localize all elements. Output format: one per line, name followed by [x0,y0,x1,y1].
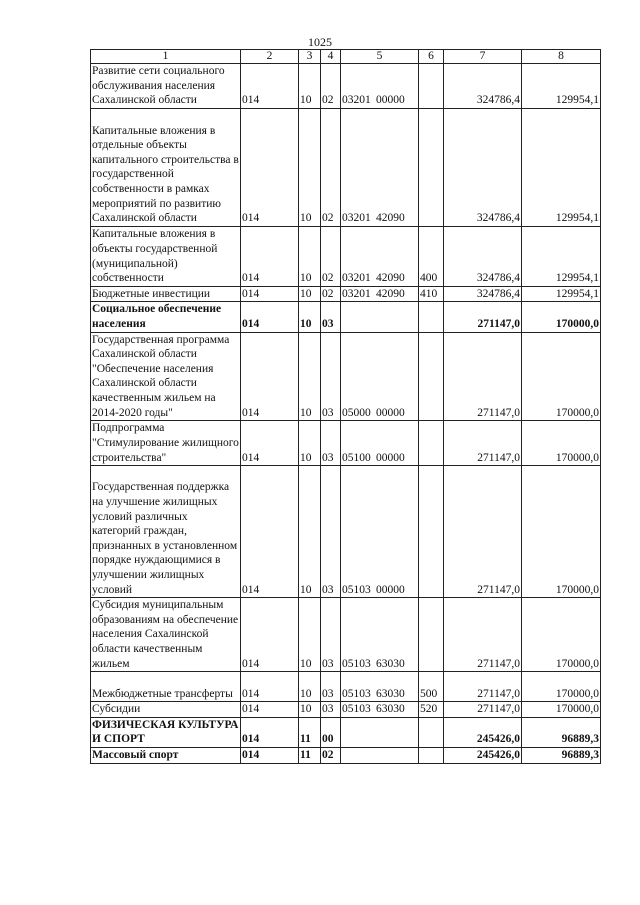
amount-col7: 324786,4 [444,108,522,226]
amount-col7: 271147,0 [444,332,522,421]
amount-col7: 271147,0 [444,466,522,598]
table-row [91,64,601,109]
code-section: 10 [299,466,321,598]
amount-col8: 170000,0 [522,302,601,332]
code-target-article [341,598,419,672]
code-subsection: 03 [321,466,341,598]
code-target-article [341,702,419,718]
code-ministry: 014 [241,108,299,226]
amount-col7: 271147,0 [444,302,522,332]
amount-col7: 271147,0 [444,672,522,702]
code-target-article [341,226,419,286]
target-article-program: 05103 [342,583,371,596]
code-expense-type [419,108,444,226]
row-name: Социальное обеспечение населения [91,302,241,332]
header-row [91,50,601,64]
amount-col7: 245426,0 [444,717,522,747]
code-section: 10 [299,702,321,718]
target-article-program: 03201 [342,212,371,225]
row-name: Капитальные вложения в отдельные объекты капитального строительства в государственной собственности в рамках мероприятий по развитию Сахалинской области [91,108,241,226]
target-article-direction: 00000 [376,451,405,464]
code-subsection: 03 [321,672,341,702]
amount-col7: 324786,4 [444,226,522,286]
target-article-program: 05103 [342,687,371,700]
code-section: 10 [299,421,321,466]
row-name: Массовый спорт [91,747,241,763]
amount-col7: 324786,4 [444,286,522,302]
code-expense-type [419,466,444,598]
code-target-article [341,332,419,421]
code-target-article [341,302,419,332]
column-header: 7 [444,50,522,64]
code-ministry: 014 [241,302,299,332]
code-expense-type [419,64,444,109]
code-subsection: 02 [321,64,341,109]
code-section: 10 [299,302,321,332]
target-article-program: 03201 [342,94,371,107]
code-expense-type [419,747,444,763]
code-section: 10 [299,64,321,109]
code-expense-type [419,302,444,332]
amount-col7: 271147,0 [444,421,522,466]
code-section: 10 [299,286,321,302]
code-subsection: 03 [321,332,341,421]
code-target-article [341,64,419,109]
column-header: 5 [341,50,419,64]
code-ministry: 014 [241,64,299,109]
target-article-direction: 42090 [376,272,405,285]
table-row [91,421,601,466]
code-ministry: 014 [241,672,299,702]
code-section: 10 [299,332,321,421]
code-subsection: 02 [321,747,341,763]
target-article-program: 03201 [342,272,371,285]
column-header: 1 [91,50,241,64]
code-target-article [341,286,419,302]
code-ministry: 014 [241,332,299,421]
code-subsection: 02 [321,226,341,286]
target-article-direction: 42090 [376,287,405,300]
code-section: 10 [299,226,321,286]
table-row [91,286,601,302]
amount-col8: 170000,0 [522,332,601,421]
code-expense-type: 400 [419,226,444,286]
table-row [91,598,601,672]
amount-col8: 170000,0 [522,421,601,466]
code-ministry: 014 [241,702,299,718]
amount-col8: 170000,0 [522,466,601,598]
code-section: 10 [299,672,321,702]
code-ministry: 014 [241,286,299,302]
code-target-article [341,421,419,466]
table-row [91,226,601,286]
target-article-direction: 00000 [376,94,405,107]
code-expense-type [419,598,444,672]
code-subsection: 03 [321,421,341,466]
row-name: Государственная программа Сахалинской области "Обеспечение населения Сахалинской области качественным жильем на 2014-2020 годы" [91,332,241,421]
amount-col8: 129954,1 [522,64,601,109]
amount-col8: 129954,1 [522,286,601,302]
amount-col8: 170000,0 [522,672,601,702]
amount-col7: 271147,0 [444,598,522,672]
table-row [91,672,601,702]
code-ministry: 014 [241,226,299,286]
code-target-article [341,717,419,747]
row-name: Субсидии [91,702,241,718]
table-row [91,747,601,763]
code-ministry: 014 [241,747,299,763]
target-article-program: 05103 [342,657,371,670]
table-row [91,302,601,332]
target-article-direction: 42090 [376,212,405,225]
target-article-direction: 63030 [376,703,405,716]
amount-col8: 129954,1 [522,226,601,286]
target-article-program: 05000 [342,406,371,419]
code-target-article [341,466,419,598]
table-row [91,108,601,226]
code-expense-type: 500 [419,672,444,702]
amount-col8: 170000,0 [522,702,601,718]
code-target-article [341,672,419,702]
column-header: 4 [321,50,341,64]
page-number: 1025 [308,35,332,49]
amount-col8: 129954,1 [522,108,601,226]
code-target-article [341,108,419,226]
code-expense-type [419,421,444,466]
amount-col8: 170000,0 [522,598,601,672]
code-expense-type [419,717,444,747]
target-article-direction: 63030 [376,657,405,670]
row-name: Бюджетные инвестиции [91,286,241,302]
column-header: 3 [299,50,321,64]
target-article-program: 05103 [342,703,371,716]
row-name: Подпрограмма "Стимулирование жилищного строительства" [91,421,241,466]
code-section: 10 [299,598,321,672]
amount-col8: 96889,3 [522,747,601,763]
code-expense-type: 410 [419,286,444,302]
target-article-direction: 00000 [376,583,405,596]
column-header: 6 [419,50,444,64]
row-name: Развитие сети социального обслуживания населения Сахалинской области [91,64,241,109]
code-ministry: 014 [241,598,299,672]
code-subsection: 03 [321,702,341,718]
amount-col8: 96889,3 [522,717,601,747]
table-row [91,332,601,421]
row-name: ФИЗИЧЕСКАЯ КУЛЬТУРА И СПОРТ [91,717,241,747]
table-row [91,717,601,747]
code-section: 10 [299,108,321,226]
column-header: 8 [522,50,601,64]
table-row [91,466,601,598]
code-section: 11 [299,717,321,747]
code-ministry: 014 [241,421,299,466]
target-article-program: 03201 [342,287,371,300]
target-article-direction: 63030 [376,687,405,700]
code-subsection: 02 [321,108,341,226]
code-expense-type [419,332,444,421]
code-expense-type: 520 [419,702,444,718]
table-row [91,702,601,718]
row-name: Межбюджетные трансферты [91,672,241,702]
budget-table [90,49,601,764]
amount-col7: 324786,4 [444,64,522,109]
target-article-program: 05100 [342,451,371,464]
code-subsection: 03 [321,302,341,332]
row-name: Субсидия муниципальным образованиям на обеспечение населения Сахалинской области качественным жильем [91,598,241,672]
code-subsection: 00 [321,717,341,747]
row-name: Государственная поддержка на улучшение жилищных условий различных категорий граждан, признанных в установленном порядке нуждающимися в улучшении жилищных условий [91,466,241,598]
column-header: 2 [241,50,299,64]
row-name: Капитальные вложения в объекты государственной (муниципальной) собственности [91,226,241,286]
target-article-direction: 00000 [376,406,405,419]
code-section: 11 [299,747,321,763]
code-ministry: 014 [241,717,299,747]
code-target-article [341,747,419,763]
amount-col7: 245426,0 [444,747,522,763]
code-subsection: 03 [321,598,341,672]
amount-col7: 271147,0 [444,702,522,718]
code-ministry: 014 [241,466,299,598]
code-subsection: 02 [321,286,341,302]
